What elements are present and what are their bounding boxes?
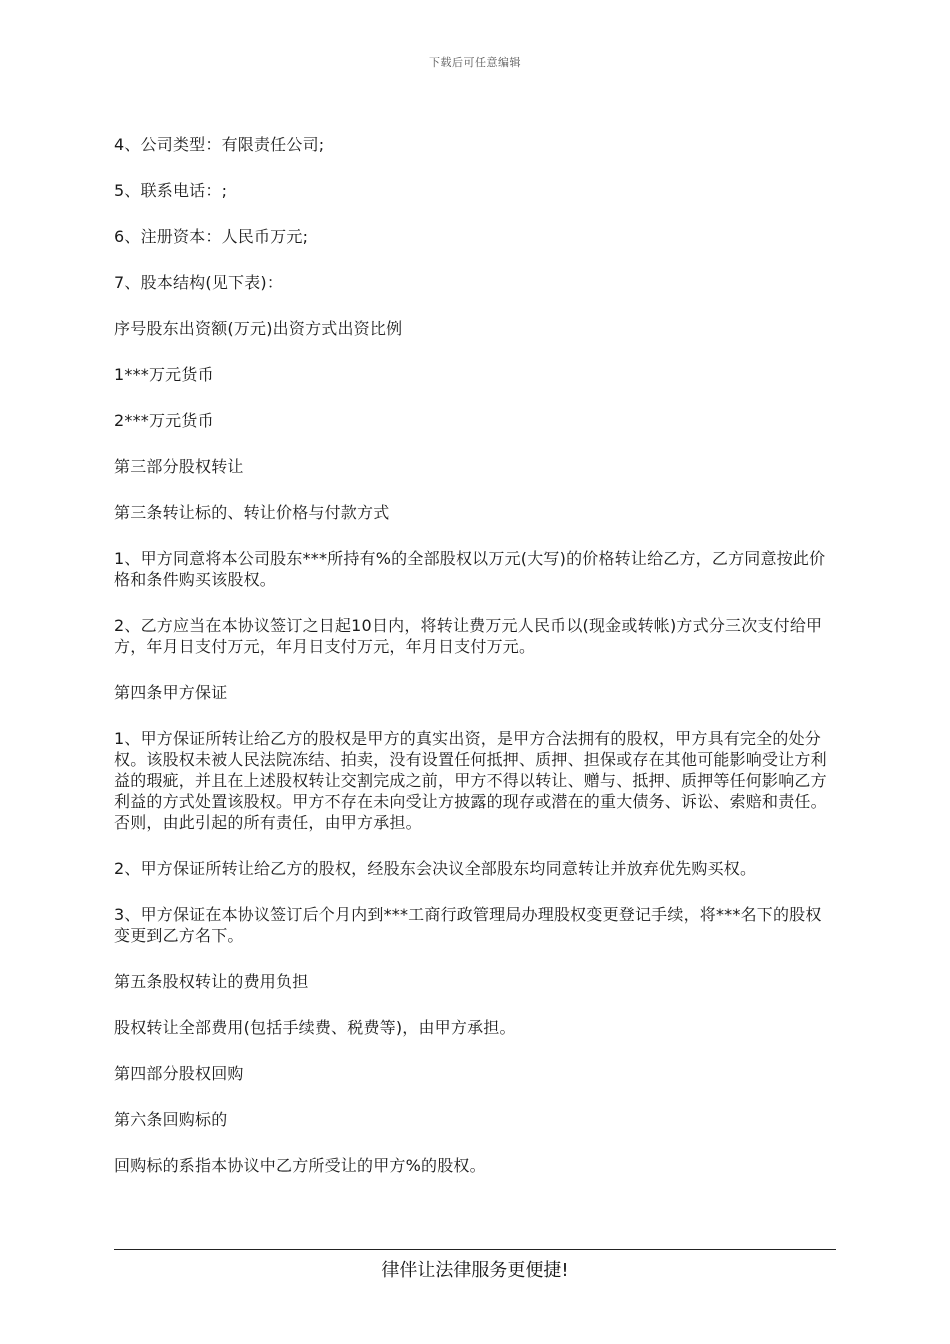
article-heading-four: 第四条甲方保证 [114, 683, 228, 702]
paragraph-table-row-1: 1***万元货币 [114, 365, 214, 384]
paragraph-article3-item1: 1、甲方同意将本公司股东***所持有%的全部股权以万元(大写)的价格转让给乙方，乙方同意按此价格和条件购买该股权。 [114, 549, 826, 589]
document-body [114, 134, 836, 1201]
paragraph-table-row-2: 2***万元货币 [114, 411, 214, 430]
article-heading-six: 第六条回购标的 [114, 1110, 228, 1129]
article-heading-three: 第三条转让标的、转让价格与付款方式 [114, 503, 390, 522]
paragraph-company-type: 4、公司类型：有限责任公司; [114, 135, 325, 154]
section-heading-part-four: 第四部分股权回购 [114, 1064, 244, 1083]
paragraph-article3-item2: 2、乙方应当在本协议签订之日起10日内，将转让费万元人民币以(现金或转帐)方式分三次支付给甲方，年月日支付万元，年月日支付万元，年月日支付万元。 [114, 616, 823, 656]
footer-divider [114, 1249, 836, 1250]
paragraph-article4-item1: 1、甲方保证所转让给乙方的股权是甲方的真实出资，是甲方合法拥有的股权，甲方具有完全的处分权。该股权未被人民法院冻结、拍卖，没有设置任何抵押、质押、担保或存在其他可能影响受让方利益的瑕疵，并且在上述股权转让交割完成之前，甲方不得以转让、赠与、抵押、质押等任何影响乙方利益的方式处置该股权。甲方不存在未向受让方披露的现存或潜在的重大债务、诉讼、索赔和责任。否则，由此引起的所有责任，由甲方承担。 [114, 729, 827, 832]
section-heading-part-three: 第三部分股权转让 [114, 457, 244, 476]
paragraph-registered-capital: 6、注册资本：人民币万元; [114, 227, 309, 246]
paragraph-table-header: 序号股东出资额(万元)出资方式出资比例 [114, 319, 403, 338]
paragraph-article6-body: 回购标的系指本协议中乙方所受让的甲方%的股权。 [114, 1156, 486, 1175]
paragraph-equity-structure: 7、股本结构(见下表)： [114, 273, 284, 292]
article-heading-five: 第五条股权转让的费用负担 [114, 972, 309, 991]
paragraph-article5-body: 股权转让全部费用(包括手续费、税费等)，由甲方承担。 [114, 1018, 516, 1037]
footer-slogan: 律伴让法律服务更便捷! [381, 1260, 569, 1281]
paragraph-article4-item2: 2、甲方保证所转让给乙方的股权，经股东会决议全部股东均同意转让并放弃优先购买权。 [114, 859, 757, 878]
paragraph-article4-item3: 3、甲方保证在本协议签订后个月内到***工商行政管理局办理股权变更登记手续，将***名下的股权变更到乙方名下。 [114, 905, 822, 945]
paragraph-phone: 5、联系电话：; [114, 181, 228, 200]
page-header-note: 下载后可任意编辑 [429, 56, 521, 69]
